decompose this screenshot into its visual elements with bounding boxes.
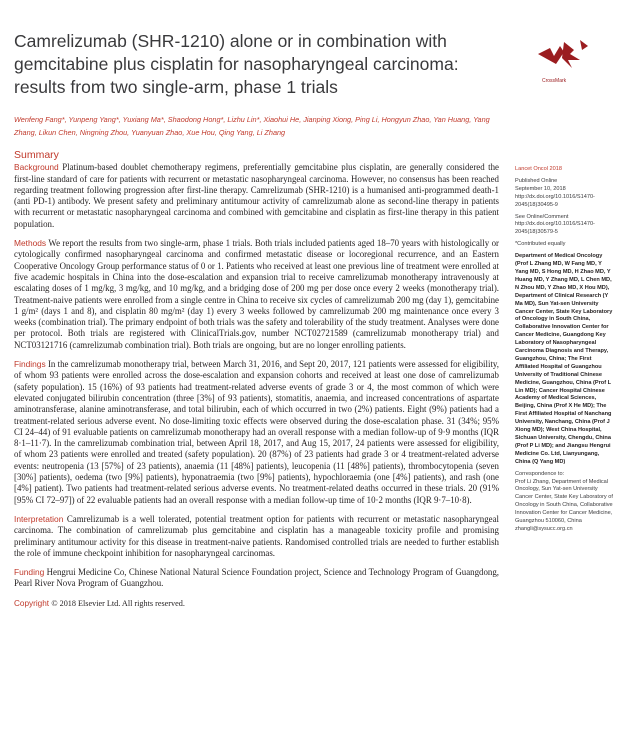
section-text: In the camrelizumab monotherapy trial, between March 31, 2016, and Sept 20, 2017, 121 patients were assessed for eligibility, of whom 93 patients were enrolled across the dose-escalation and expansion cohorts and received at least one dose of camrelizumab (safety population). 15 (16%) of 93 patients had treatment-related adverse events of grade 3 or 4, the most common of which were elevated conjugated bilirubin concentration (three [3%] of 93 patients), stomatitis, anaemia, and increased concentrations of aspartate aminotransferase, alanine aminotransferase, and total bilirubin, each of which occurred in two (2%) patients. Eight (9%) patients had a treatment-related serious adverse event. No dose-limiting toxic effects were observed during the dose-escalation phase. 31 (34%; 95% CI 24–44) of 91 evaluable patients on camrelizumab monotherapy had an overall response with a median follow-up of 9·9 months (IQR 8·1–11·7). In the camrelizumab combination trial, between April 18, 2017, and Aug 15, 2017, 24 patients were assessed for eligibility, of whom 23 patients were enrolled and treated (safety population). 20 (87%) of 23 patients had grade 3 or 4 treatment-related adverse events: neutropenia (13 [57%] of 23 patients), anaemia (11 [48%] patients), leucopenia (11 [48%] patients), thrombocytopenia (seven [30%] patients), oedema (two [9%] patients), hyponatraemia (two [9%] patients), hypochloraemia (one [4%] patients), and rash (one [4%] patient). Two patients had treatment-related serious adverse events. No treatment-related deaths occurred in these trials. 20 (91% [95% CI 72–97]) of 22 evaluable patients had an overall response with a median follow-up time of 10·2 months (IQR 9·7–10·8).: [14, 359, 499, 505]
section-label: Methods: [14, 238, 47, 249]
section-label: Findings: [14, 359, 46, 370]
correspondence-label: Correspondence to:: [515, 470, 565, 477]
crossmark-label: CrossMark: [542, 78, 567, 84]
copyright-label: Copyright: [14, 598, 50, 608]
crossmark-logo: [534, 36, 592, 80]
section-text: Hengrui Medicine Co, Chinese National Natural Science Foundation project, Science and Technology Program of Guangdong, Pearl River Nova Program of Guangzhou.: [14, 567, 499, 589]
background-paragraph: [14, 162, 499, 230]
correspondence-email[interactable]: zhangli@sysucc.org.cn: [515, 525, 573, 532]
affiliations: Department of Medical Oncology (Prof L Zhang MD, W Fang MD, Y Yang MD, S Hong MD, H Zhao MD, Y Huang MD, Y Zhang MD, L Chen MD, N Zhou MD, Y Zhao MD, X Hou MD), Department of Clinical Research (Y Ma MD), Sun Yat-sen University Cancer Center, State Key Laboratory of Oncology in South China, Collaborative Innovation Center for Cancer Medicine, Guangdong Key Laboratory of Nasopharyngeal Carcinoma Diagnosis and Therapy, Guangzhou, China; The First Affiliated Hospital of Guangzhou University of Traditional Chinese Medicine, Guangzhou, China (Prof L Lin MD); Cancer Hospital Chinese Academy of Medical Sciences, Beijing, China (Prof X He MD); The First Affiliated Hospital of Nanchang University, Nanchang, China (Prof J Xiong MD); West China Hospital, Sichuan University, Chengdu, China (Prof P Li MD); and Jiangsu Hengrui Medicine Co. Ltd, Lianyungang, China (Q Yang MD): [515, 253, 613, 465]
comment-doi-link[interactable]: http://dx.doi.org/10.1016/S1470-2045(18)30579-5: [515, 221, 595, 236]
journal-citation: Lancet Oncol 2018: [515, 166, 562, 172]
article-title: Camrelizumab (SHR-1210) alone or in combination with gemcitabine plus cisplatin for nasopharyngeal carcinoma: results from two single-arm, phase 1 trials: [14, 31, 459, 97]
copyright-line: [14, 598, 499, 609]
published-online-label: Published Online: [515, 177, 558, 184]
article-sidebar: [515, 166, 613, 534]
section-text: We report the results from two single-arm, phase 1 trials. Both trials included patients aged 18–70 years with histologically or cytologically confirmed nasopharyngeal carcinoma and confirmed metastatic disease or locoregional recurrence, and an Eastern Cooperative Oncology Group performance status of 0 or 1. Patients who received at least one previous line of treatment were enrolled at five academic hospitals in China into the dose-escalation and expansion trial to receive camrelizumab monotherapy intravenously at escalating doses of 1 mg/kg, 3 mg/kg, and 10 mg/kg, and a bridging dose of 200 mg per dose once every 2 weeks (monotherapy trial). Treatment-naive patients were enrolled from a single centre in China to receive six cycles of camrelizumab 200 mg (day 1), gemcitabine 1 g/m² (days 1 and 8), and cisplatin 80 mg/m² (day 1) every 3 weeks followed by camrelizumab 200 mg maintenance once every 3 weeks (combination trial). The primary endpoint of both trials was the safety and tolerability of the study treatment. Analyses were done per protocol. Both trials are registered with ClinicalTrials.gov, number NCT02721589 (camrelizumab monotherapy trial) and NCT03121716 (camrelizumab combination trial). Both trials are ongoing, but are no longer enrolling patients.: [14, 238, 500, 350]
correspondence-address: Prof Li Zhang, Department of Medical Oncology, Sun Yat-sen University Cancer Center, State Key Laboratory of Oncology in South China, Collaborative Innovation Center for Cancer Medicine, Guangzhou 510060, China: [515, 478, 613, 525]
section-text: Camrelizumab is a well tolerated, potential treatment option for patients with recurrent or metastatic nasopharyngeal carcinoma. The combination of camrelizumab plus gemcitabine and cisplatin has a manageable toxicity profile and promising preliminary antitumour activity for this disease in treatment-naive patients. Randomised controlled trials are needed to further establish the role of immune checkpoint inhibition for nasopharyngeal carcinomas.: [14, 513, 499, 558]
summary-heading: Summary: [14, 149, 59, 161]
copyright-text: © 2018 Elsevier Ltd. All rights reserved.: [51, 598, 185, 608]
contributed-note: *Contributed equally: [515, 241, 566, 248]
published-date: September 10, 2018: [515, 185, 566, 192]
author-list: Wenfeng Fang*, Yunpeng Yang*, Yuxiang Ma*, Shaodong Hong*, Lizhu Lin*, Xiaohui He, Jianping Xiong, Ping Li, Hongyun Zhao, Yan Huang, Yang Zhang, Likun Chen, Ningning Zhou, Yuanyuan Zhao, Xue Hou, Qing Yang, Li Zhang: [14, 115, 490, 137]
section-label: Background: [14, 162, 59, 173]
section-text: Platinum-based doublet chemotherapy regimens, preferentially gemcitabine plus cisplatin, are generally considered the first-line standard of care for patients with recurrent or metastatic nasopharyngeal carcinoma. However, no consensus has been reached regarding treatment following progression after first-line therapy. Camrelizumab (SHR-1210) is a humanised anti-programmed death-1 (anti PD-1) antibody. We present safety and preliminary antitumour activity of camrelizumab alone as second-line therapy in patients with recurrent or metastatic nasopharyngeal carcinoma and combined with gemcitabine and cisplatin as first-line therapy in this patient population.: [14, 162, 500, 229]
interpretation-paragraph: [14, 514, 499, 559]
funding-paragraph: [14, 567, 499, 590]
summary-section: [14, 150, 499, 609]
section-label: Funding: [14, 567, 45, 578]
section-label: Interpretation: [14, 513, 64, 524]
see-online-label: See Online/Comment: [515, 213, 569, 220]
findings-paragraph: [14, 359, 499, 506]
doi-link[interactable]: http://dx.doi.org/10.1016/S1470-2045(18)30495-9: [515, 193, 595, 208]
methods-paragraph: [14, 238, 499, 351]
